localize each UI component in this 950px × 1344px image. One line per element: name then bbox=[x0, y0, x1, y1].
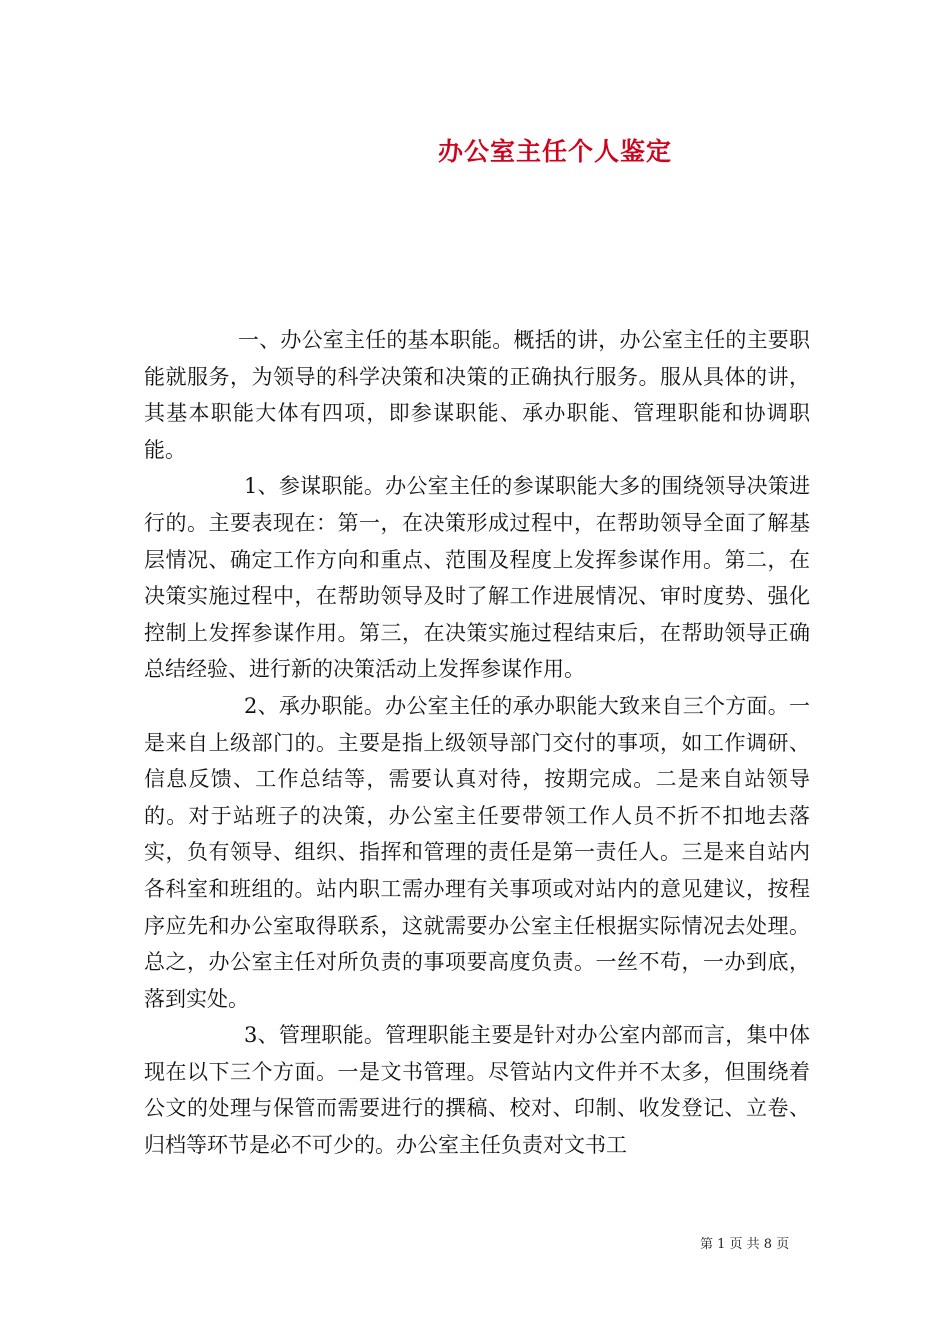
paragraph-basic-functions: 一、办公室主任的基本职能。概括的讲，办公室主任的主要职能就服务，为领导的科学决策和决策的正确执行服务。服从具体的讲，其基本职能大体有四项，即参谋职能、承办职能、管理职能和协调职能。 bbox=[144, 328, 810, 462]
page-number-footer: 第 1 页 共 8 页 bbox=[700, 1237, 790, 1252]
paragraph-advisory-function: 1、参谋职能。办公室主任的参谋职能大多的围绕领导决策进行的。主要表现在：第一，在决策形成过程中，在帮助领导全面了解基层情况、确定工作方向和重点、范围及程度上发挥参谋作用。第二，在决策实施过程中，在帮助领导及时了解工作进展情况、审时度势、强化控制上发挥参谋作用。第三，在决策实施过程结束后，在帮助领导正确总结经验、进行新的决策活动上发挥参谋作用。 bbox=[144, 474, 810, 682]
paragraph-undertaking-function: 2、承办职能。办公室主任的承办职能大致来自三个方面。一是来自上级部门的。主要是指上级领导部门交付的事项，如工作调研、信息反馈、工作总结等，需要认真对待，按期完成。二是来自站领导的。对于站班子的决策，办公室主任要带领工作人员不折不扣地去落实，负有领导、组织、指挥和管理的责任是第一责任人。三是来自站内各科室和班组的。站内职工需办理有关事项或对站内的意见建议，按程序应先和办公室取得联系，这就需要办公室主任根据实际情况去处理。总之，办公室主任对所负责的事项要高度负责。一丝不苟，一办到底，落到实处。 bbox=[144, 693, 810, 1011]
document-body bbox=[144, 322, 810, 1164]
paragraph-management-function: 3、管理职能。管理职能主要是针对办公室内部而言，集中体现在以下三个方面。一是文书管理。尽管站内文件并不太多，但围绕着公文的处理与保管而需要进行的撰稿、校对、印制、收发登记、立卷、归档等环节是必不可少的。办公室主任负责对文书工 bbox=[144, 1023, 810, 1158]
document-title: 办公室主任个人鉴定 bbox=[437, 137, 672, 166]
